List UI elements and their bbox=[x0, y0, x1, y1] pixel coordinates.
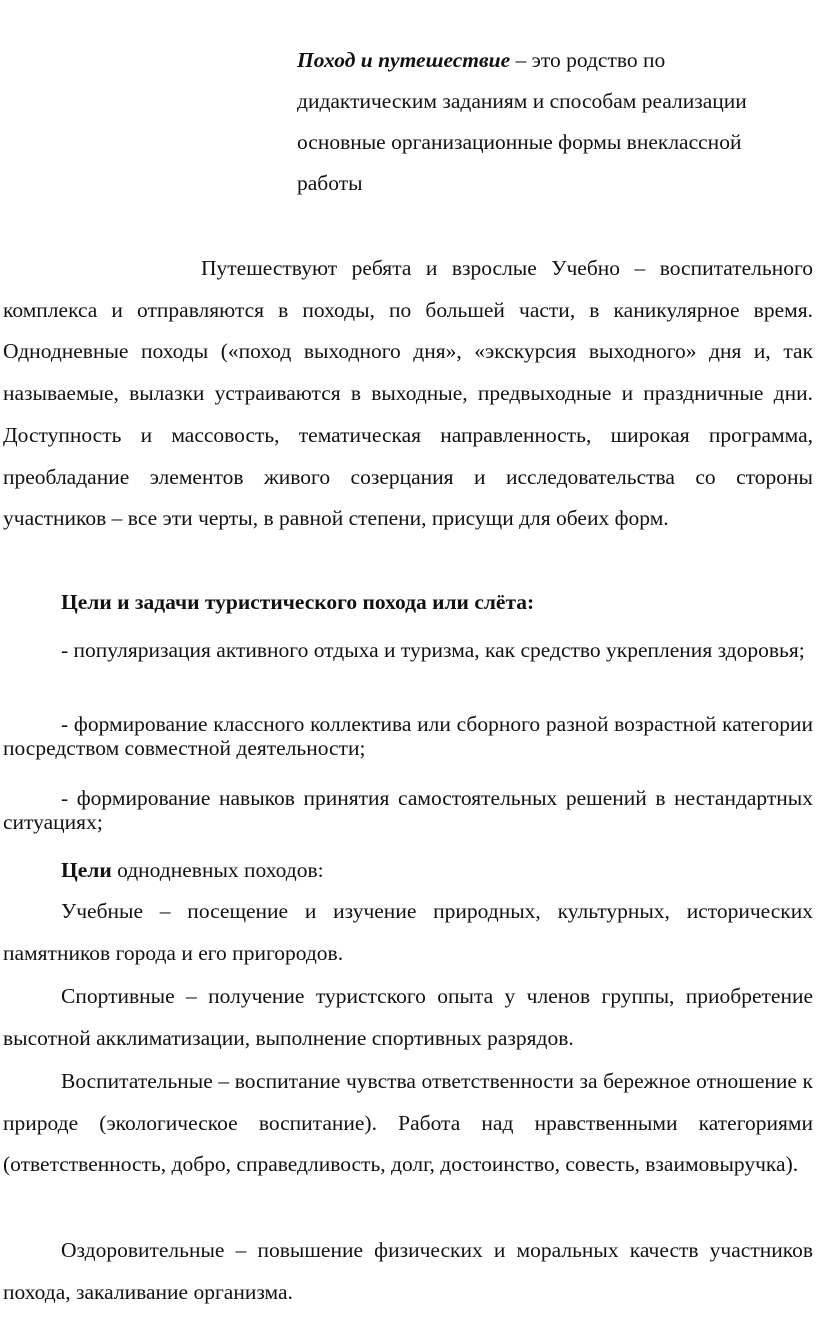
intro-paragraph: Путешествуют ребята и взрослые Учебно – воспитательного комплекса и отправляются в походы, по большей части, в каникулярное время. Однодневные походы («поход выходного дня», «экскурсия выходного» дня и, так называемые, вылазки устраиваются в выходные, предвыходные и праздничные дни. Доступность и массовость, тематическая направленность, широкая программа, преобладание элементов живого созерцания и исследовательства со стороны участников – все эти черты, в равной степени, присущи для обеих форм. bbox=[3, 256, 813, 531]
goal-item: - формирование классного коллектива или сборного разной возрастной категории посредством совместной деятельности; bbox=[3, 712, 813, 760]
goal-item-2-block bbox=[3, 712, 813, 760]
goal-item-3-block bbox=[3, 786, 813, 834]
day-goal-item: Учебные – посещение и изучение природных, культурных, исторических памятников города и его пригородов. bbox=[3, 899, 813, 965]
day-goal-item: Оздоровительные – повышение физических и моральных качеств участников похода, закаливание организма. bbox=[3, 1238, 813, 1304]
intro-block bbox=[3, 248, 813, 540]
epigraph-text: – это родство по дидактическим заданиям и способам реализации основные организационные формы внеклассной работы bbox=[297, 48, 747, 195]
goals-heading-block bbox=[3, 590, 813, 614]
day-goals-heading-block bbox=[3, 858, 813, 882]
goal-item: - популяризация активного отдыха и туризма, как средство укрепления здоровья; bbox=[61, 638, 805, 662]
day-goal-3-block bbox=[3, 1061, 813, 1186]
epigraph bbox=[297, 40, 797, 204]
day-goal-2-block bbox=[3, 976, 813, 1059]
goals-heading: Цели и задачи туристического похода или слёта: bbox=[61, 590, 535, 614]
goal-item-1-block bbox=[3, 638, 813, 662]
day-goal-item: Воспитательные – воспитание чувства ответственности за бережное отношение к природе (экологическое воспитание). Работа над нравственными категориями (ответственность, добро, справедливость, долг, достоинство, совесть, взаимовыручка). bbox=[3, 1069, 813, 1177]
day-goal-1-block bbox=[3, 891, 813, 974]
day-goal-item: Спортивные – получение туристского опыта у членов группы, приобретение высотной акклиматизации, выполнение спортивных разрядов. bbox=[3, 984, 813, 1050]
epigraph-term: Поход и путешествие bbox=[297, 48, 511, 72]
goal-item: - формирование навыков принятия самостоятельных решений в нестандартных ситуациях; bbox=[3, 786, 813, 834]
day-goals-bold: Цели bbox=[61, 858, 112, 882]
day-goal-4-block bbox=[3, 1230, 813, 1313]
day-goals-heading bbox=[3, 858, 813, 882]
day-goals-rest: однодневных походов: bbox=[111, 858, 324, 882]
